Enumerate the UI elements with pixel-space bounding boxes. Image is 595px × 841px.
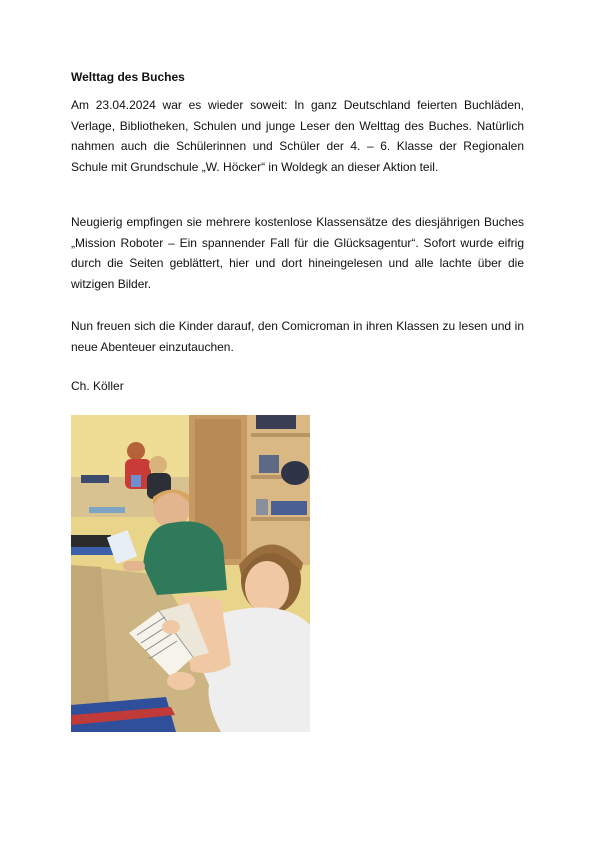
article-title: Welttag des Buches — [71, 70, 185, 84]
paragraph-line: „Mission Roboter – Ein spannender Fall für die Glücksagentur“. Sofort wurde eifrig — [71, 235, 524, 250]
paragraph-line: neue Abenteuer einzutauchen. — [71, 339, 234, 354]
paragraph-outlook — [71, 316, 524, 357]
author-signature: Ch. Köller — [71, 379, 124, 393]
paragraph-line: Schule mit Grundschule „W. Höcker“ in Woldegk an dieser Aktion teil. — [71, 159, 439, 174]
paragraph-intro — [71, 95, 524, 177]
paragraph-line: nahmen auch die Schülerinnen und Schüler der 4. – 6. Klasse der Regionalen — [71, 139, 524, 154]
paragraph-line: Am 23.04.2024 war es wieder soweit: In ganz Deutschland feierten Buchläden, — [71, 98, 524, 112]
paragraph-line: Neugierig empfingen sie mehrere kostenlose Klassensätze des diesjährigen Buches — [71, 215, 524, 229]
paragraph-line: Nun freuen sich die Kinder darauf, den Comicroman in ihren Klassen zu lesen und in — [71, 319, 524, 333]
classroom-reading-photo — [71, 415, 310, 732]
paragraph-line: witzigen Bilder. — [71, 276, 152, 291]
paragraph-line: Verlage, Bibliotheken, Schulen und junge Leser den Welttag des Buches. Natürlich — [71, 118, 524, 133]
paragraph-line: durch die Seiten geblättert, hier und dort hineingelesen und alle lachte über die — [71, 256, 524, 271]
paragraph-books — [71, 212, 524, 294]
